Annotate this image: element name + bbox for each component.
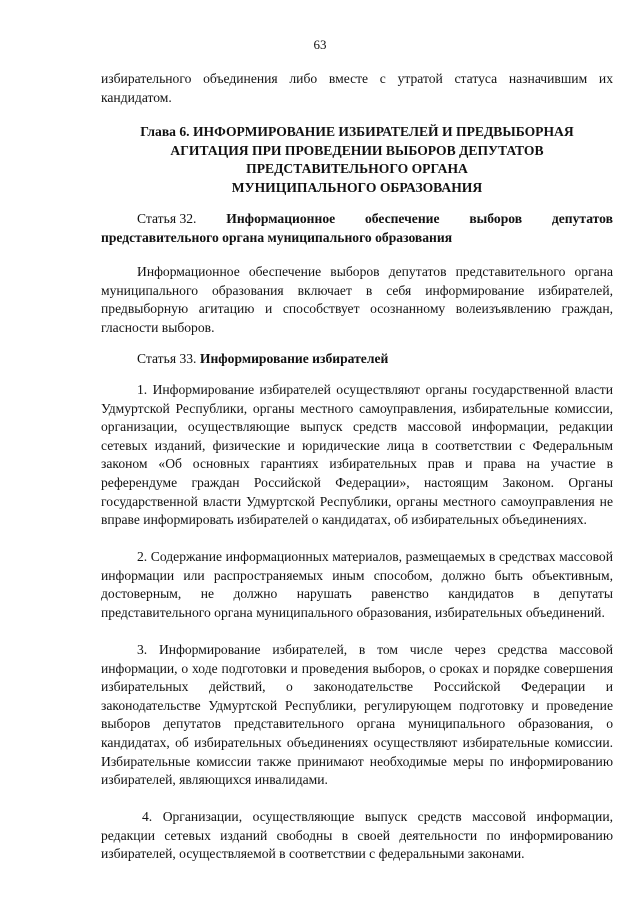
article-32-title-word: депутатов [551,211,613,226]
chapter-title-line: МУНИЦИПАЛЬНОГО ОБРАЗОВАНИЯ [231,179,483,195]
article-32-title-rest: представительного органа муниципального образования [101,229,453,245]
article-33-paragraph-2: 2. Содержание информационных материалов, размещаемых в средствах массовой информации или распространяемых иным способом, должно быть объективным, достоверным, не должно нарушать равенство кандидатов в депутаты представительного органа муниципального образования, избирательных объединений. [101,549,613,620]
chapter-title-line: ПРЕДСТАВИТЕЛЬНОГО ОРГАНА [246,161,468,177]
article-33-paragraph-3: 3. Информирование избирателей, в том числе через средства массовой информации, о ходе подготовки и проведения выборов, о сроках и порядке совершения избирательных действий, о законодательстве Российской Федерации и законодательстве Удмуртской Республики, регулирующем подготовку и проведение выборов депутатов представительного органа муниципального образования, о кандидатах, об избирательных объединениях осуществляют избирательные комиссии. Избирательные комиссии также принимают необходимые меры по информированию избирателей, являющихся инвалидами. [101,642,613,788]
page-number: 63 [313,37,327,52]
article-33-paragraph-4: 4. Организации, осуществляющие выпуск средств массовой информации, редакции сетевых изданий свободны в своей деятельности по информированию избирателей, осуществляемой в соответствии с федеральными законами. [101,809,613,862]
article-33-paragraph-1: 1. Информирование избирателей осуществляют органы государственной власти Удмуртской Республики, органы местного самоуправления, избирательные комиссии, организации, осуществляющие выпуск средств массовой информации, редакции сетевых изданий, физические и юридические лица в соответствии с Федеральным законом «Об основных гарантиях избирательных прав и права на участие в референдуме граждан Российской Федерации», настоящим Законом. Органы государственной власти Удмуртской Республики, органы местного самоуправления не вправе информировать избирателей о кандидатах, об избирательных объединениях. [101,382,613,528]
article-32-heading [101,210,613,247]
article-32-text: Информационное обеспечение выборов депутатов представительного органа муниципального образования включает в себя информирование избирателей, предвыборную агитацию и способствует осознанному волеизъявлению граждан, гласности выборов. [101,264,613,335]
intro-paragraph: избирательного объединения либо вместе с утратой статуса назначившим их кандидатом. [101,71,613,105]
chapter-title [101,123,613,197]
article-33-heading [101,350,613,369]
chapter-title-line: Глава 6. ИНФОРМИРОВАНИЕ ИЗБИРАТЕЛЕЙ И ПРЕДВЫБОРНАЯ [140,124,574,139]
article-33-title: Информирование избирателей [199,351,389,366]
article-32-title-word: выборов [469,211,523,226]
article-32-label: Статья 32. [137,211,197,226]
chapter-title-line: АГИТАЦИЯ ПРИ ПРОВЕДЕНИИ ВЫБОРОВ ДЕПУТАТОВ [170,142,544,158]
article-33-label: Статья 33. [137,351,197,366]
article-32-title-word: Информационное [226,211,336,226]
article-32-title-word: обеспечение [364,211,440,226]
article-32-heading-line [101,210,613,229]
